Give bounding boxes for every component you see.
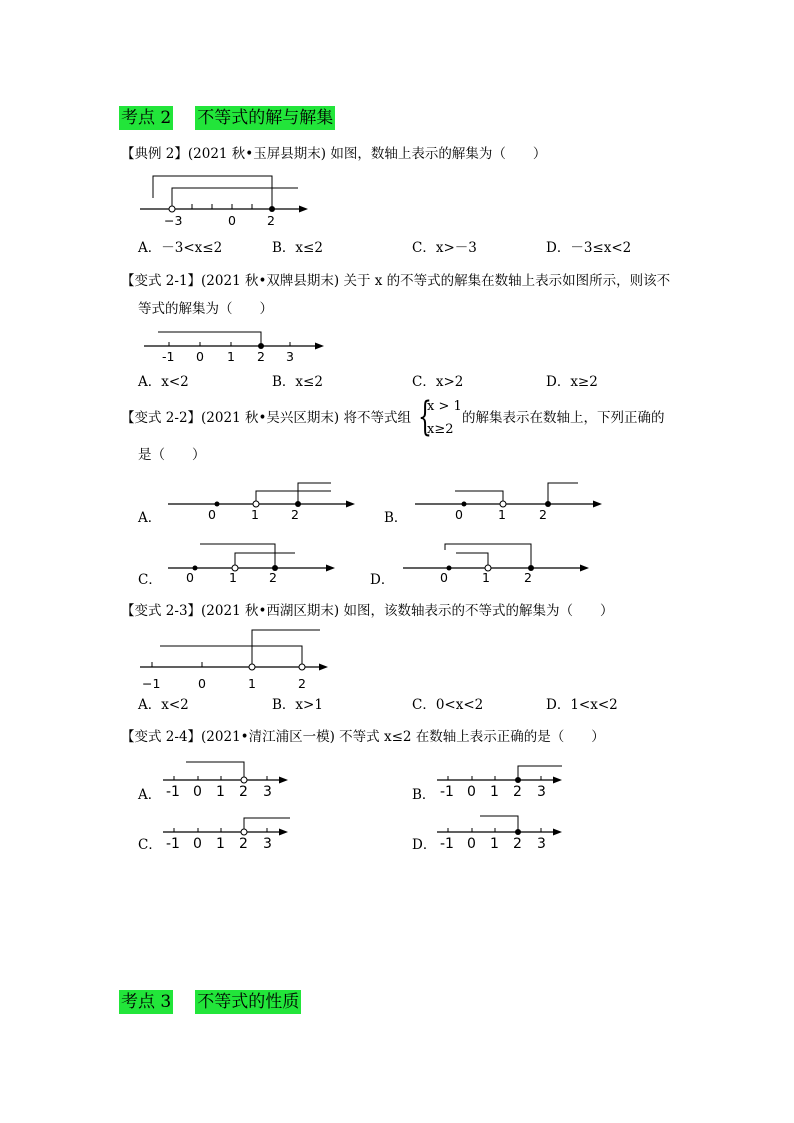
tick-label: 1 [490,836,499,852]
tick-label: 3 [286,349,294,364]
number-line-figure [140,626,340,691]
tick-label: 2 [269,570,277,585]
tick-label: 0 [467,784,476,800]
tick-label: 0 [455,507,463,522]
question-text: 【典例 2】(2021 秋•玉屏县期末) 如图，数轴上表示的解集为（ ） [121,146,547,162]
tick-label: 1 [216,836,225,852]
option-a[interactable]: A． [138,787,162,803]
number-line-figure [165,540,345,585]
tick-label: 1 [490,784,499,800]
tick-label: 1 [251,507,259,522]
tick-label: 3 [263,836,272,852]
question-text: 是（ ） [138,447,206,463]
tick-label: 2 [257,349,265,364]
tick-label: 1 [248,676,256,691]
tick-label: 0 [467,836,476,852]
number-line-figure [165,480,365,525]
number-line-figure [412,480,612,525]
option-a[interactable]: A．－3<x≤2 [138,240,223,256]
system-brace: { [418,394,432,440]
option-b[interactable]: B．x>1 [272,697,323,713]
number-line-figure [140,328,330,368]
number-line-figure [160,758,295,800]
tick-label: 2 [291,507,299,522]
option-c[interactable]: C．0<x<2 [412,697,484,713]
tick-label: 2 [539,507,547,522]
option-a[interactable]: A．x<2 [138,697,189,713]
tick-label: −3 [164,213,183,228]
tick-label: 2 [298,676,306,691]
option-c[interactable]: C．x>－3 [412,240,477,256]
section-title: 不等式的解与解集 [197,108,334,128]
number-line-figure [160,810,295,852]
tick-label: 3 [537,784,546,800]
section-heading-3 [119,990,301,1014]
tick-label: 2 [513,784,522,800]
option-d[interactable]: D．1<x<2 [546,697,618,713]
option-b[interactable]: B． [412,787,436,803]
tick-label: 0 [196,349,204,364]
question-text: 的解集表示在数轴上，下列正确的 [462,410,665,426]
option-d[interactable]: D． [370,572,395,588]
tick-label: 2 [239,784,248,800]
tick-label: -1 [440,836,454,852]
tick-label: -1 [166,784,180,800]
tick-label: 2 [239,836,248,852]
number-line-figure [434,758,569,800]
tick-label: 3 [537,836,546,852]
number-line-figure [434,810,569,852]
option-a[interactable]: A． [138,510,162,526]
tick-label: 0 [193,784,202,800]
tick-label: 2 [524,570,532,585]
option-d[interactable]: D．－3≤x<2 [546,240,632,256]
option-b[interactable]: B．x≤2 [272,374,323,390]
option-c[interactable]: C．x>2 [412,374,464,390]
number-line-figure [400,540,600,585]
section-label: 考点 3 [121,992,172,1012]
question-text: 【变式 2-2】(2021 秋•吴兴区期末) 将不等式组 [121,410,411,426]
tick-label: -1 [162,349,175,364]
tick-label: 3 [263,784,272,800]
tick-label: 0 [186,570,194,585]
tick-label: 0 [198,676,206,691]
question-text: 【变式 2-1】(2021 秋•双牌县期末) 关于 x 的不等式的解集在数轴上表示如图所示，则该不 [121,273,671,289]
tick-label: 1 [498,507,506,522]
tick-label: -1 [166,836,180,852]
option-b[interactable]: B． [384,510,408,526]
tick-label: 0 [440,570,448,585]
option-a[interactable]: A．x<2 [138,374,189,390]
section-label: 考点 2 [121,108,172,128]
option-c[interactable]: C． [138,837,162,853]
question-text: 【变式 2-3】(2021 秋•西湖区期末) 如图，该数轴表示的不等式的解集为（ ） [121,603,614,619]
tick-label: 1 [227,349,235,364]
question-text: 等式的解集为（ ） [138,301,273,317]
tick-label: 1 [229,570,237,585]
tick-label: 0 [228,213,236,228]
tick-label: 0 [208,507,216,522]
option-c[interactable]: C． [138,572,162,588]
tick-label: 1 [216,784,225,800]
tick-label: 1 [482,570,490,585]
tick-label: −1 [142,676,161,691]
tick-label: 0 [193,836,202,852]
tick-label: 2 [513,836,522,852]
section-title: 不等式的性质 [197,992,300,1012]
section-heading-2 [119,106,335,130]
option-d[interactable]: D．x≥2 [546,374,598,390]
question-text: 【变式 2-4】(2021•清江浦区一模) 不等式 x≤2 在数轴上表示正确的是（ ） [121,729,605,745]
number-line-figure [140,172,320,232]
option-b[interactable]: B．x≤2 [272,240,323,256]
system-line-2: x≥2 [427,422,454,437]
tick-label: 2 [267,213,275,228]
option-d[interactable]: D． [412,837,437,853]
system-line-1: x > 1 [427,399,462,414]
tick-label: -1 [440,784,454,800]
